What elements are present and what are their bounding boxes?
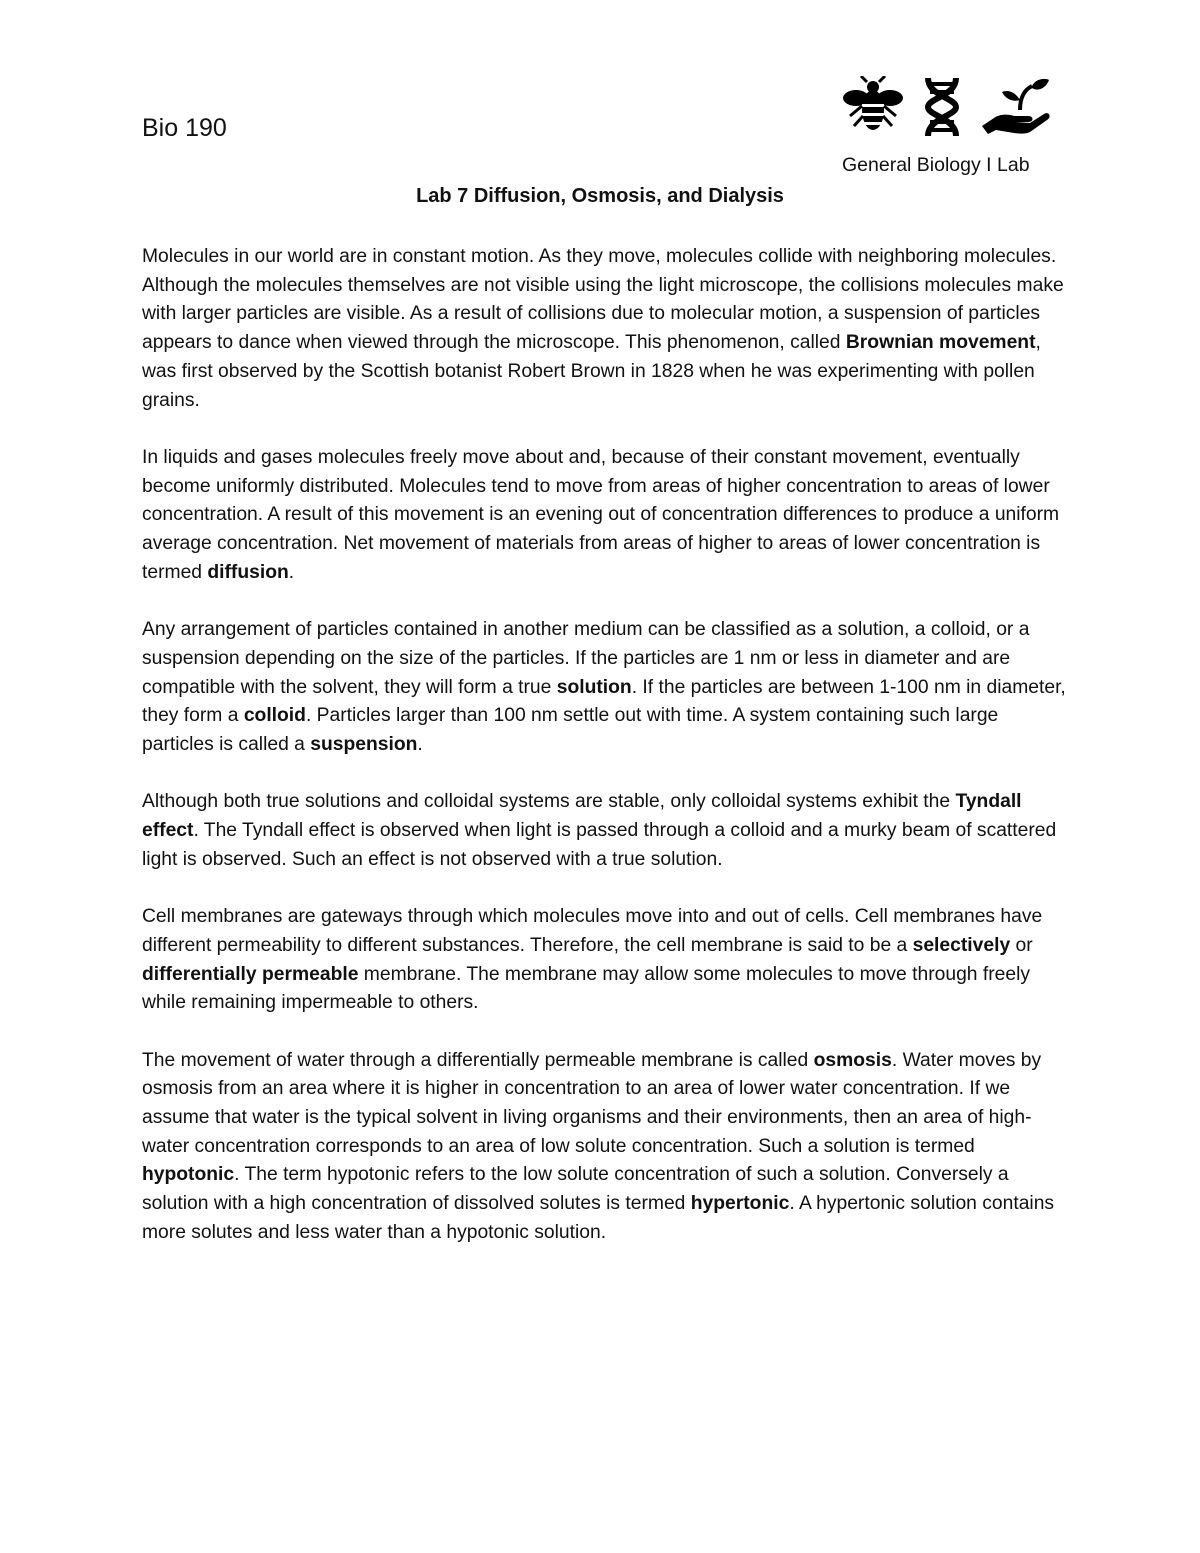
paragraph: [142, 1047, 1072, 1248]
bold-term: osmosis: [813, 1049, 892, 1071]
paragraph: [142, 903, 1072, 1018]
document-title: Lab 7 Diffusion, Osmosis, and Dialysis: [416, 185, 784, 207]
text-run: Molecules in our world are in constant motion. As they move, molecules collide with neighboring molecules. Although the molecules themselves are not visible using the light microscope, the collisions molecules make with larger particles are visible. As a result of collisions due to molecular motion, a suspension of particles appears to dance when viewed through the microscope. This phenomenon, called: [142, 246, 1064, 354]
bold-term: differentially permeable: [142, 963, 359, 985]
text-run: . The Tyndall effect is observed when light is passed through a colloid and a murky beam of scattered light is observed. Such an effect is not observed with a true solution.: [142, 820, 1057, 870]
document-body: [142, 243, 1072, 1276]
text-run: . If the particles are between 1-100 nm in diameter, they form a: [142, 676, 1066, 727]
paragraph: [142, 788, 1072, 874]
text-run: . Water moves by osmosis from an area where it is higher in concentration to an area of lower water concentration. If we assume that water is the typical solvent in living organisms and their environments, then an area of high-water concentration corresponds to an area of low solute concentration. Such a solution is termed: [142, 1049, 1042, 1157]
text-run: . Particles larger than 100 nm settle out with time. A system containing such large particles is called a: [142, 705, 999, 755]
bold-term: suspension: [310, 733, 418, 755]
paragraph: [142, 243, 1072, 415]
bold-term: diffusion: [207, 561, 289, 583]
text-run: .: [288, 561, 295, 583]
text-run: Any arrangement of particles contained in another medium can be classified as a solution, a colloid, or a suspension depending on the size of the particles. If the particles are 1 nm or less in diameter and are compatible with the solvent, they will form a true: [142, 619, 1030, 698]
bold-term: selectively: [912, 934, 1011, 956]
bold-term: colloid: [243, 705, 306, 727]
bold-term: hypertonic: [690, 1193, 790, 1215]
bold-term: hypotonic: [142, 1164, 235, 1186]
text-run: . The term hypotonic refers to the low solute concentration of such a solution. Conversely a solution with a high concentration of dissolved solutes is termed: [142, 1164, 1009, 1215]
bold-term: Brownian movement: [845, 332, 1036, 354]
bold-term: Tyndall effect: [142, 791, 1022, 842]
text-run: . A hypertonic solution contains more solutes and less water than a hypotonic solution.: [142, 1193, 1055, 1243]
bold-term: solution: [556, 676, 632, 698]
text-run: The movement of water through a differentially permeable membrane is called: [142, 1049, 814, 1071]
paragraph: [142, 616, 1072, 760]
text-run: Although both true solutions and colloidal systems are stable, only colloidal systems exhibit the: [142, 791, 956, 813]
text-run: In liquids and gases molecules freely move about and, because of their constant movement, eventually become uniformly distributed. Molecules tend to move from areas of higher concentration to areas of lower concentration. A result of this movement is an evening out of concentration differences to produce a uniform average concentration. Net movement of materials from areas of higher to areas of lower concentration is termed: [142, 446, 1060, 583]
dna-icon: [920, 76, 964, 138]
text-run: , was first observed by the Scottish botanist Robert Brown in 1828 when he was experimenting with pollen grains.: [142, 332, 1041, 411]
bee-icon: [842, 76, 904, 136]
course-code: Bio 190: [142, 114, 227, 142]
paragraph: [142, 444, 1072, 588]
text-run: Cell membranes are gateways through which molecules move into and out of cells. Cell membranes have different permeability to different substances. Therefore, the cell membrane is said to be a: [142, 906, 1043, 956]
text-run: .: [417, 733, 423, 755]
text-run: membrane. The membrane may allow some molecules to move through freely while remaining impermeable to others.: [142, 963, 1031, 1014]
hand-plant-icon: [980, 76, 1050, 136]
course-subtitle: General Biology I Lab: [842, 154, 1030, 176]
header-icons: [842, 76, 1052, 146]
text-run: or: [1010, 934, 1033, 956]
